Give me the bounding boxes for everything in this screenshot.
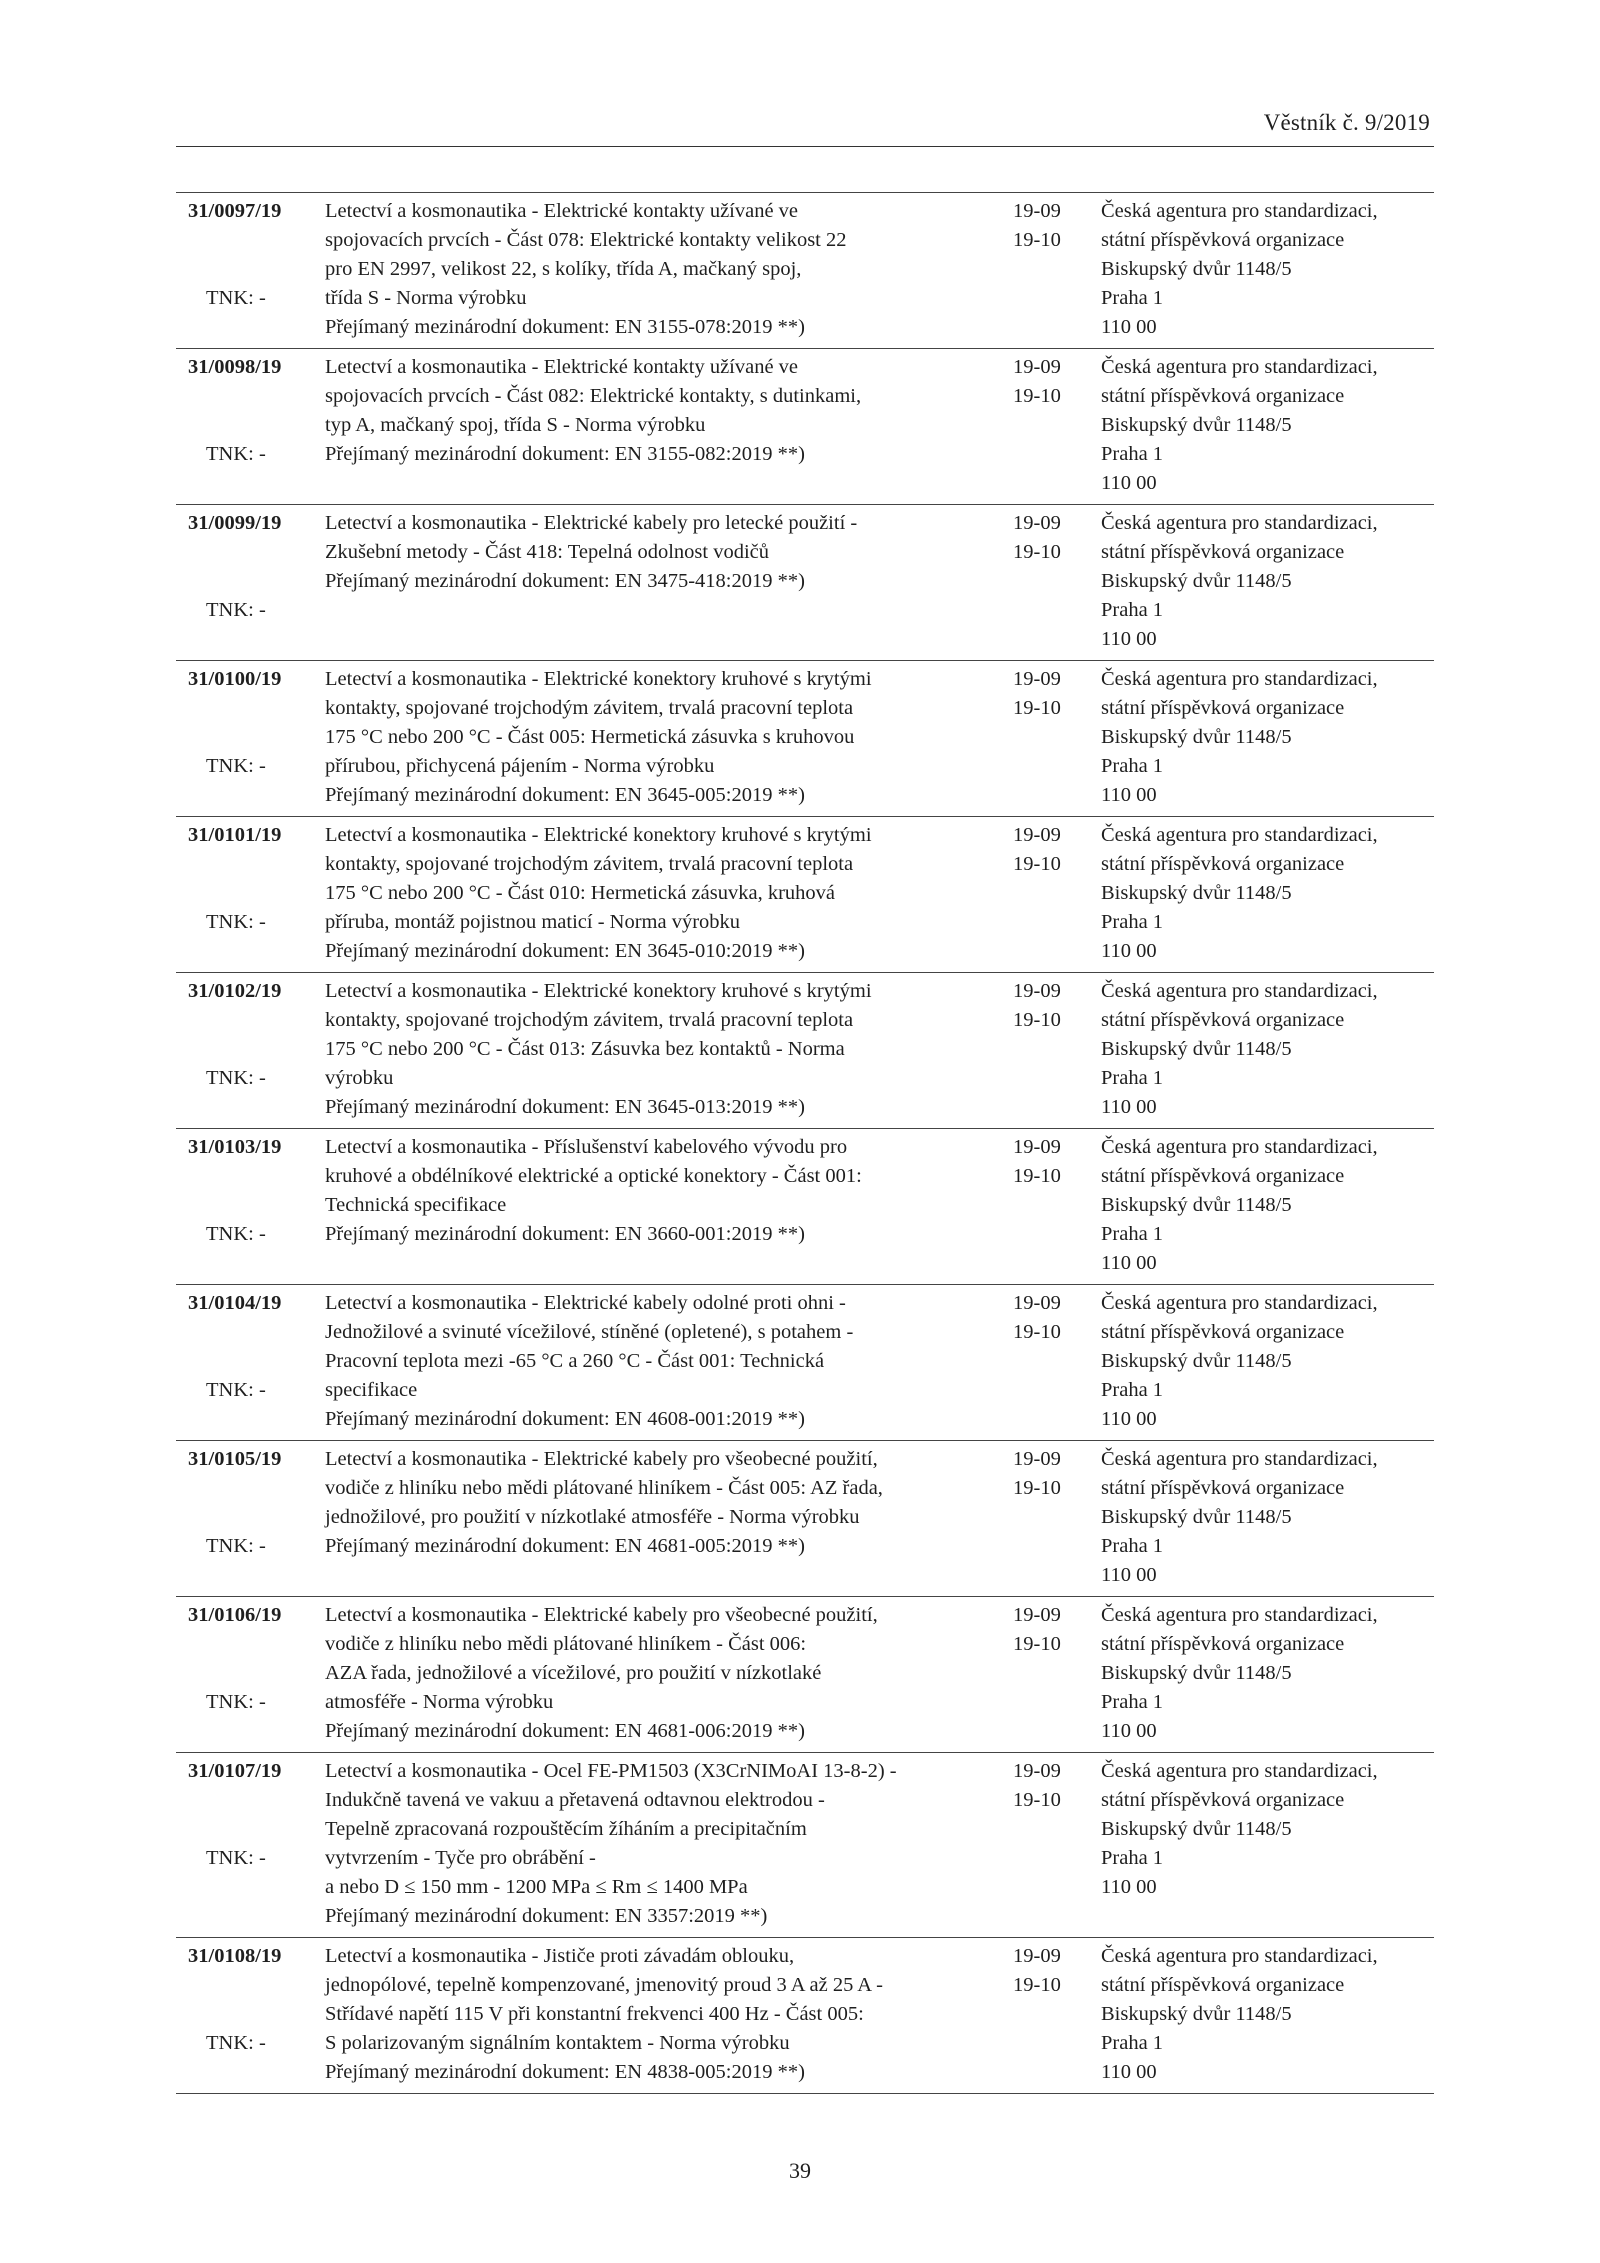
description-line: spojovacích prvcích - Část 078: Elektrické kontakty velikost 22: [325, 229, 847, 251]
entry-codes: [1013, 665, 1061, 723]
entry-code: 19-09: [1013, 1945, 1061, 1967]
publisher-line: Praha 1: [1101, 287, 1164, 309]
publisher-line: Praha 1: [1101, 1223, 1164, 1245]
publisher-line: Biskupský dvůr 1148/5: [1101, 2003, 1292, 2025]
publisher-line: Česká agentura pro standardizaci,: [1101, 512, 1378, 534]
entry-code: 19-09: [1013, 1448, 1061, 1470]
entry-code: 19-09: [1013, 200, 1061, 222]
entry-tnk: TNK: -: [206, 287, 266, 309]
publisher-line: Biskupský dvůr 1148/5: [1101, 726, 1292, 748]
publisher-line: 110 00: [1101, 628, 1157, 650]
publisher-line: státní příspěvková organizace: [1101, 1009, 1345, 1031]
entry-publisher: [1101, 1757, 1378, 1902]
entry-number: 31/0099/19: [188, 512, 282, 534]
description-line: Letectví a kosmonautika - Elektrické kabely pro všeobecné použití,: [325, 1448, 878, 1470]
entry-code: 19-10: [1013, 1633, 1061, 1655]
publisher-line: Česká agentura pro standardizaci,: [1101, 356, 1378, 378]
entry-publisher: [1101, 977, 1378, 1122]
description-line: kontakty, spojované trojchodým závitem, trvalá pracovní teplota: [325, 853, 854, 875]
description-line: spojovacích prvcích - Část 082: Elektrické kontakty, s dutinkami,: [325, 385, 862, 407]
publisher-line: Biskupský dvůr 1148/5: [1101, 1194, 1292, 1216]
entry-codes: [1013, 509, 1061, 567]
standard-entry: [176, 1753, 1434, 1938]
entry-tnk: TNK: -: [206, 1691, 266, 1713]
standard-entry: [176, 1597, 1434, 1753]
entry-description: [325, 1289, 975, 1434]
entry-codes: [1013, 1445, 1061, 1503]
description-line: Přejímaný mezinárodní dokument: EN 3645-005:2019 **): [325, 784, 805, 806]
publisher-line: 110 00: [1101, 2061, 1157, 2083]
entry-description: [325, 1942, 975, 2087]
entry-description: [325, 1757, 975, 1931]
description-line: AZA řada, jednožilové a vícežilové, pro použití v nízkotlaké: [325, 1662, 822, 1684]
description-line: pro EN 2997, velikost 22, s kolíky, třída A, mačkaný spoj,: [325, 258, 802, 280]
entry-publisher: [1101, 821, 1378, 966]
description-line: Letectví a kosmonautika - Ocel FE-PM1503 (X3CrNIMoAI 13-8-2) -: [325, 1760, 897, 1782]
publisher-line: 110 00: [1101, 1720, 1157, 1742]
publisher-line: státní příspěvková organizace: [1101, 1165, 1345, 1187]
publisher-line: státní příspěvková organizace: [1101, 853, 1345, 875]
entry-number: 31/0107/19: [188, 1760, 282, 1782]
description-line: 175 °C nebo 200 °C - Část 010: Hermetická zásuvka, kruhová: [325, 882, 835, 904]
entry-code: 19-10: [1013, 853, 1061, 875]
entry-tnk: TNK: -: [206, 755, 266, 777]
entry-description: [325, 353, 975, 469]
publisher-line: státní příspěvková organizace: [1101, 229, 1345, 251]
publisher-line: Biskupský dvůr 1148/5: [1101, 1038, 1292, 1060]
publisher-line: Česká agentura pro standardizaci,: [1101, 1292, 1378, 1314]
publisher-line: Biskupský dvůr 1148/5: [1101, 882, 1292, 904]
publisher-line: Biskupský dvůr 1148/5: [1101, 258, 1292, 280]
description-line: Přejímaný mezinárodní dokument: EN 3357:2019 **): [325, 1905, 768, 1927]
publisher-line: Česká agentura pro standardizaci,: [1101, 1604, 1378, 1626]
entry-tnk: TNK: -: [206, 1223, 266, 1245]
description-line: Technická specifikace: [325, 1194, 507, 1216]
standard-entry: [176, 1285, 1434, 1441]
standard-entry: [176, 973, 1434, 1129]
entry-number: 31/0100/19: [188, 668, 282, 690]
description-line: výrobku: [325, 1067, 394, 1089]
publisher-line: Biskupský dvůr 1148/5: [1101, 1350, 1292, 1372]
entry-code: 19-09: [1013, 668, 1061, 690]
publisher-line: státní příspěvková organizace: [1101, 1321, 1345, 1343]
description-line: Přejímaný mezinárodní dokument: EN 4681-005:2019 **): [325, 1535, 805, 1557]
publisher-line: Praha 1: [1101, 1067, 1164, 1089]
publisher-line: Praha 1: [1101, 755, 1164, 777]
description-line: 175 °C nebo 200 °C - Část 005: Hermetická zásuvka s kruhovou: [325, 726, 855, 748]
description-line: Letectví a kosmonautika - Elektrické kabely pro letecké použití -: [325, 512, 858, 534]
publisher-line: Praha 1: [1101, 1535, 1164, 1557]
description-line: příruba, montáž pojistnou maticí - Norma výrobku: [325, 911, 741, 933]
description-line: kruhové a obdélníkové elektrické a optické konektory - Část 001:: [325, 1165, 862, 1187]
entry-number: 31/0106/19: [188, 1604, 282, 1626]
page-number: 39: [789, 2158, 811, 2183]
entry-publisher: [1101, 1445, 1378, 1590]
entry-description: [325, 509, 975, 596]
entry-code: 19-10: [1013, 385, 1061, 407]
standard-entry: [176, 349, 1434, 505]
standard-entry: [176, 1938, 1434, 2094]
description-line: specifikace: [325, 1379, 418, 1401]
entry-description: [325, 821, 975, 966]
entry-tnk: TNK: -: [206, 1847, 266, 1869]
entry-code: 19-09: [1013, 1136, 1061, 1158]
description-line: třída S - Norma výrobku: [325, 287, 527, 309]
entry-code: 19-10: [1013, 229, 1061, 251]
entry-publisher: [1101, 1601, 1378, 1746]
entry-tnk: TNK: -: [206, 443, 266, 465]
publisher-line: státní příspěvková organizace: [1101, 1477, 1345, 1499]
publisher-line: státní příspěvková organizace: [1101, 1974, 1345, 1996]
journal-title: Věstník č. 9/2019: [1263, 110, 1430, 135]
entry-code: 19-10: [1013, 1789, 1061, 1811]
entry-code: 19-10: [1013, 1321, 1061, 1343]
entry-publisher: [1101, 509, 1378, 654]
entry-description: [325, 1133, 975, 1249]
description-line: Letectví a kosmonautika - Elektrické kontakty užívané ve: [325, 200, 799, 222]
description-line: 175 °C nebo 200 °C - Část 013: Zásuvka bez kontaktů - Norma: [325, 1038, 845, 1060]
description-line: Letectví a kosmonautika - Příslušenství kabelového vývodu pro: [325, 1136, 848, 1158]
description-line: Letectví a kosmonautika - Elektrické konektory kruhové s krytými: [325, 824, 872, 846]
publisher-line: Biskupský dvůr 1148/5: [1101, 1506, 1292, 1528]
publisher-line: 110 00: [1101, 1408, 1157, 1430]
description-line: Přejímaný mezinárodní dokument: EN 3645-013:2019 **): [325, 1096, 805, 1118]
description-line: Indukčně tavená ve vakuu a přetavená odtavnou elektrodou -: [325, 1789, 825, 1811]
page-header: [176, 110, 1434, 147]
publisher-line: Praha 1: [1101, 911, 1164, 933]
entry-code: 19-09: [1013, 824, 1061, 846]
entry-description: [325, 197, 975, 342]
entry-tnk: TNK: -: [206, 2032, 266, 2054]
description-line: Přejímaný mezinárodní dokument: EN 3475-418:2019 **): [325, 570, 805, 592]
entry-number: 31/0097/19: [188, 200, 282, 222]
description-line: S polarizovaným signálním kontaktem - Norma výrobku: [325, 2032, 790, 2054]
description-line: Letectví a kosmonautika - Elektrické konektory kruhové s krytými: [325, 668, 872, 690]
publisher-line: Praha 1: [1101, 2032, 1164, 2054]
description-line: vodiče z hliníku nebo mědi plátované hliníkem - Část 005: AZ řada,: [325, 1477, 883, 1499]
entry-code: 19-09: [1013, 980, 1061, 1002]
entry-code: 19-09: [1013, 512, 1061, 534]
entry-code: 19-10: [1013, 1165, 1061, 1187]
publisher-line: Česká agentura pro standardizaci,: [1101, 980, 1378, 1002]
publisher-line: Praha 1: [1101, 1379, 1164, 1401]
publisher-line: státní příspěvková organizace: [1101, 385, 1345, 407]
description-line: Tepelně zpracovaná rozpouštěcím žíháním a precipitačním: [325, 1818, 807, 1840]
publisher-line: 110 00: [1101, 316, 1157, 338]
publisher-line: státní příspěvková organizace: [1101, 697, 1345, 719]
entry-description: [325, 1601, 975, 1746]
description-line: Pracovní teplota mezi -65 °C a 260 °C - Část 001: Technická: [325, 1350, 825, 1372]
description-line: vodiče z hliníku nebo mědi plátované hliníkem - Část 006:: [325, 1633, 807, 1655]
publisher-line: Česká agentura pro standardizaci,: [1101, 1945, 1378, 1967]
publisher-line: státní příspěvková organizace: [1101, 1633, 1345, 1655]
publisher-line: 110 00: [1101, 1096, 1157, 1118]
publisher-line: státní příspěvková organizace: [1101, 541, 1345, 563]
entry-codes: [1013, 197, 1061, 255]
publisher-line: 110 00: [1101, 940, 1157, 962]
description-line: kontakty, spojované trojchodým závitem, trvalá pracovní teplota: [325, 697, 854, 719]
standard-entry: [176, 193, 1434, 349]
description-line: a nebo D ≤ 150 mm - 1200 MPa ≤ Rm ≤ 1400 MPa: [325, 1876, 748, 1898]
description-line: Letectví a kosmonautika - Elektrické kabely odolné proti ohni -: [325, 1292, 846, 1314]
entry-codes: [1013, 977, 1061, 1035]
entry-tnk: TNK: -: [206, 1067, 266, 1089]
description-line: Jednožilové a svinuté vícežilové, stíněné (opletené), s potahem -: [325, 1321, 854, 1343]
standard-entry: [176, 1441, 1434, 1597]
description-line: Letectví a kosmonautika - Elektrické kontakty užívané ve: [325, 356, 799, 378]
entry-number: 31/0098/19: [188, 356, 282, 378]
entry-code: 19-09: [1013, 1760, 1061, 1782]
publisher-line: 110 00: [1101, 1876, 1157, 1898]
publisher-line: 110 00: [1101, 472, 1157, 494]
entry-tnk: TNK: -: [206, 1379, 266, 1401]
entry-publisher: [1101, 197, 1378, 342]
entry-publisher: [1101, 1289, 1378, 1434]
description-line: atmosféře - Norma výrobku: [325, 1691, 554, 1713]
publisher-line: Česká agentura pro standardizaci,: [1101, 1760, 1378, 1782]
description-line: Zkušební metody - Část 418: Tepelná odolnost vodičů: [325, 541, 770, 563]
publisher-line: Česká agentura pro standardizaci,: [1101, 668, 1378, 690]
publisher-line: Biskupský dvůr 1148/5: [1101, 1662, 1292, 1684]
standard-entry: [176, 505, 1434, 661]
entry-description: [325, 665, 975, 810]
entry-code: 19-10: [1013, 1009, 1061, 1031]
entry-number: 31/0102/19: [188, 980, 282, 1002]
description-line: Střídavé napětí 115 V při konstantní frekvenci 400 Hz - Část 005:: [325, 2003, 864, 2025]
standard-entry: [176, 1129, 1434, 1285]
entry-code: 19-10: [1013, 1974, 1061, 1996]
description-line: Přejímaný mezinárodní dokument: EN 3645-010:2019 **): [325, 940, 805, 962]
description-line: Letectví a kosmonautika - Elektrické konektory kruhové s krytými: [325, 980, 872, 1002]
publisher-line: 110 00: [1101, 1252, 1157, 1274]
publisher-line: Praha 1: [1101, 1847, 1164, 1869]
publisher-line: Česká agentura pro standardizaci,: [1101, 200, 1378, 222]
entry-number: 31/0104/19: [188, 1292, 282, 1314]
publisher-line: státní příspěvková organizace: [1101, 1789, 1345, 1811]
standard-entry: [176, 817, 1434, 973]
entry-tnk: TNK: -: [206, 599, 266, 621]
publisher-line: 110 00: [1101, 1564, 1157, 1586]
description-line: typ A, mačkaný spoj, třída S - Norma výrobku: [325, 414, 706, 436]
description-line: vytvrzením - Tyče pro obrábění -: [325, 1847, 596, 1869]
publisher-line: Praha 1: [1101, 1691, 1164, 1713]
publisher-line: Biskupský dvůr 1148/5: [1101, 570, 1292, 592]
entry-number: 31/0103/19: [188, 1136, 282, 1158]
description-line: Přejímaný mezinárodní dokument: EN 4681-006:2019 **): [325, 1720, 805, 1742]
entry-number: 31/0108/19: [188, 1945, 282, 1967]
entry-number: 31/0101/19: [188, 824, 282, 846]
entry-tnk: TNK: -: [206, 911, 266, 933]
publisher-line: 110 00: [1101, 784, 1157, 806]
description-line: Letectví a kosmonautika - Elektrické kabely pro všeobecné použití,: [325, 1604, 878, 1626]
entry-codes: [1013, 1601, 1061, 1659]
publisher-line: Biskupský dvůr 1148/5: [1101, 1818, 1292, 1840]
entry-codes: [1013, 1133, 1061, 1191]
entry-code: 19-10: [1013, 697, 1061, 719]
standards-list: [176, 192, 1434, 2094]
description-line: kontakty, spojované trojchodým závitem, trvalá pracovní teplota: [325, 1009, 854, 1031]
entry-codes: [1013, 353, 1061, 411]
entry-publisher: [1101, 1942, 1378, 2087]
description-line: Přejímaný mezinárodní dokument: EN 3155-078:2019 **): [325, 316, 805, 338]
entry-publisher: [1101, 665, 1378, 810]
entry-publisher: [1101, 1133, 1378, 1278]
publisher-line: Česká agentura pro standardizaci,: [1101, 824, 1378, 846]
publisher-line: Praha 1: [1101, 443, 1164, 465]
description-line: Přejímaný mezinárodní dokument: EN 4608-001:2019 **): [325, 1408, 805, 1430]
description-line: Letectví a kosmonautika - Jističe proti závadám oblouku,: [325, 1945, 795, 1967]
entry-codes: [1013, 821, 1061, 879]
entry-codes: [1013, 1757, 1061, 1815]
entry-code: 19-09: [1013, 1292, 1061, 1314]
entry-code: 19-10: [1013, 1477, 1061, 1499]
entry-tnk: TNK: -: [206, 1535, 266, 1557]
publisher-line: Biskupský dvůr 1148/5: [1101, 414, 1292, 436]
entry-codes: [1013, 1942, 1061, 2000]
entry-description: [325, 977, 975, 1122]
description-line: Přejímaný mezinárodní dokument: EN 4838-005:2019 **): [325, 2061, 805, 2083]
description-line: Přejímaný mezinárodní dokument: EN 3155-082:2019 **): [325, 443, 805, 465]
description-line: Přejímaný mezinárodní dokument: EN 3660-001:2019 **): [325, 1223, 805, 1245]
standard-entry: [176, 661, 1434, 817]
description-line: jednopólové, tepelně kompenzované, jmenovitý proud 3 A až 25 A -: [325, 1974, 883, 1996]
publisher-line: Česká agentura pro standardizaci,: [1101, 1136, 1378, 1158]
entry-number: 31/0105/19: [188, 1448, 282, 1470]
publisher-line: Praha 1: [1101, 599, 1164, 621]
description-line: přírubou, přichycená pájením - Norma výrobku: [325, 755, 715, 777]
description-line: jednožilové, pro použití v nízkotlaké atmosféře - Norma výrobku: [325, 1506, 860, 1528]
entry-publisher: [1101, 353, 1378, 498]
entry-codes: [1013, 1289, 1061, 1347]
entry-code: 19-09: [1013, 356, 1061, 378]
entry-code: 19-09: [1013, 1604, 1061, 1626]
entry-description: [325, 1445, 975, 1561]
entry-code: 19-10: [1013, 541, 1061, 563]
publisher-line: Česká agentura pro standardizaci,: [1101, 1448, 1378, 1470]
